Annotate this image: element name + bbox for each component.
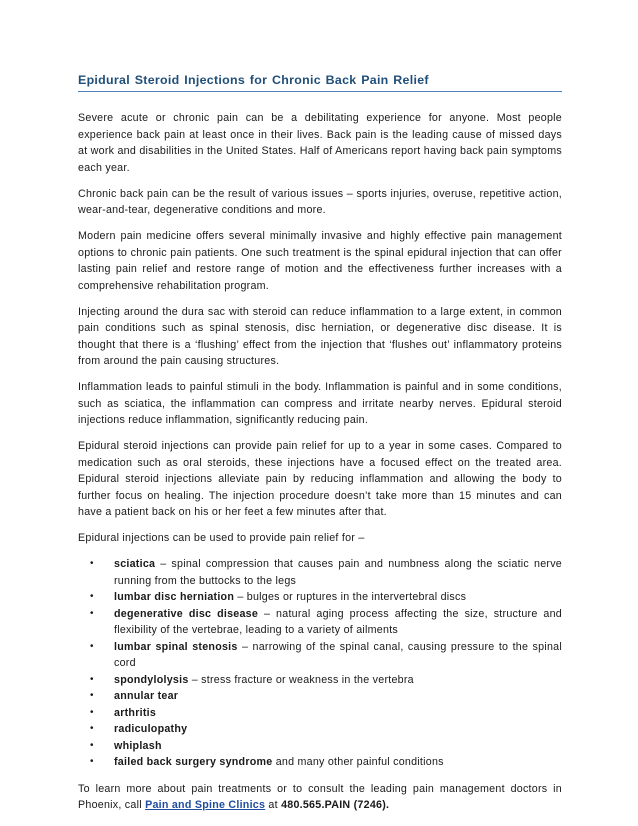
page-title: Epidural Steroid Injections for Chronic Back Pain Relief (78, 73, 562, 92)
list-item (78, 606, 562, 639)
condition-description: – narrowing of the spinal canal, causing pressure to the spinal cord (114, 640, 562, 669)
list-item (78, 688, 562, 705)
condition-description: – stress fracture or weakness in the vertebra (188, 673, 414, 686)
conditions-list (78, 556, 562, 771)
bullet-icon: • (90, 690, 94, 701)
list-item (78, 738, 562, 755)
list-item (78, 705, 562, 722)
condition-description: – natural aging process affecting the size, structure and flexibility of the vertebrae, leading to a variety of ailments (114, 607, 562, 636)
phone-number: 480.565.PAIN (7246). (281, 799, 390, 811)
condition-term: radiculopathy (114, 723, 188, 735)
bullet-icon: • (90, 756, 94, 767)
paragraph-modern-medicine: Modern pain medicine offers several minimally invasive and highly effective pain management options to chronic pain patients. One such treatment is the spinal epidural injection that can offer lasting pain relief and restore range of motion and the effectiveness further increases with a comprehensive rehabilitation program. (78, 230, 562, 292)
condition-description: and many other painful conditions (272, 756, 444, 768)
paragraph-relief-duration: Epidural steroid injections can provide pain relief for up to a year in some cases. Compared to medication such as oral steroids, these injections have a focused effect on the treated area. Epidural steroid injections alleviate pain by reducing inflammation and allowing the body to further focus on healing. The injection procedure doesn’t take more than 15 minutes and can have a patient back on his or her feet a few minutes after that. (78, 440, 562, 518)
paragraph-inflammation: Inflammation leads to painful stimuli in the body. Inflammation is painful and in some conditions, such as sciatica, the inflammation can compress and irritate nearby nerves. Epidural steroid injections reduce inflammation, significantly reducing pain. (78, 381, 562, 426)
list-item (78, 721, 562, 738)
paragraph-causes: Chronic back pain can be the result of various issues – sports injuries, overuse, repetitive action, wear-and-tear, degenerative conditions and more. (78, 187, 562, 216)
condition-term: failed back surgery syndrome (114, 756, 273, 768)
condition-description: – spinal compression that causes pain and numbness along the sciatic nerve running from the buttocks to the legs (114, 558, 562, 587)
condition-term: degenerative disc disease (114, 607, 259, 620)
list-item (78, 589, 562, 606)
list-intro: Epidural injections can be used to provide pain relief for – (78, 532, 365, 544)
bullet-icon: • (90, 558, 94, 569)
article-body (78, 110, 562, 823)
condition-term: sciatica (114, 558, 156, 570)
closing-paragraph (78, 781, 562, 814)
paragraph-intro: Severe acute or chronic pain can be a debilitating experience for anyone. Most people experience back pain at least once in their lives. Back pain is the leading cause of missed days at work and disabilities in the United States. Half of Americans report having back pain symptoms each year. (78, 112, 562, 174)
closing-connector: at (265, 799, 282, 811)
condition-term: annular tear (114, 690, 179, 702)
list-item (78, 556, 562, 589)
clinic-link[interactable]: Pain and Spine Clinics (145, 799, 266, 811)
list-item (78, 754, 562, 771)
condition-term: lumbar spinal stenosis (114, 640, 238, 653)
bullet-icon: • (90, 591, 94, 602)
condition-term: whiplash (114, 739, 162, 752)
closing-text: To learn more about pain treatments or to consult the leading pain management doctors in Phoenix, call (78, 782, 562, 811)
condition-description: – bulges or ruptures in the intervertebral discs (234, 591, 467, 603)
bullet-icon: • (90, 723, 94, 734)
paragraph-injection-mechanism: Injecting around the dura sac with steroid can reduce inflammation to a large extent, in common pain conditions such as spinal stenosis, disc herniation, or degenerative disc disease. It is thought that there is a ‘flushing’ effect from the injection that ‘flushes out’ inflammatory proteins from around the pain causing structures. (78, 305, 562, 367)
bullet-icon: • (90, 706, 94, 718)
list-item (78, 672, 562, 689)
bullet-icon: • (90, 640, 94, 652)
bullet-icon: • (90, 607, 94, 619)
condition-term: lumbar disc herniation (114, 591, 235, 603)
condition-term: arthritis (114, 706, 157, 719)
bullet-icon: • (90, 739, 94, 751)
condition-term: spondylolysis (114, 673, 189, 686)
list-item (78, 639, 562, 672)
bullet-icon: • (90, 673, 94, 685)
